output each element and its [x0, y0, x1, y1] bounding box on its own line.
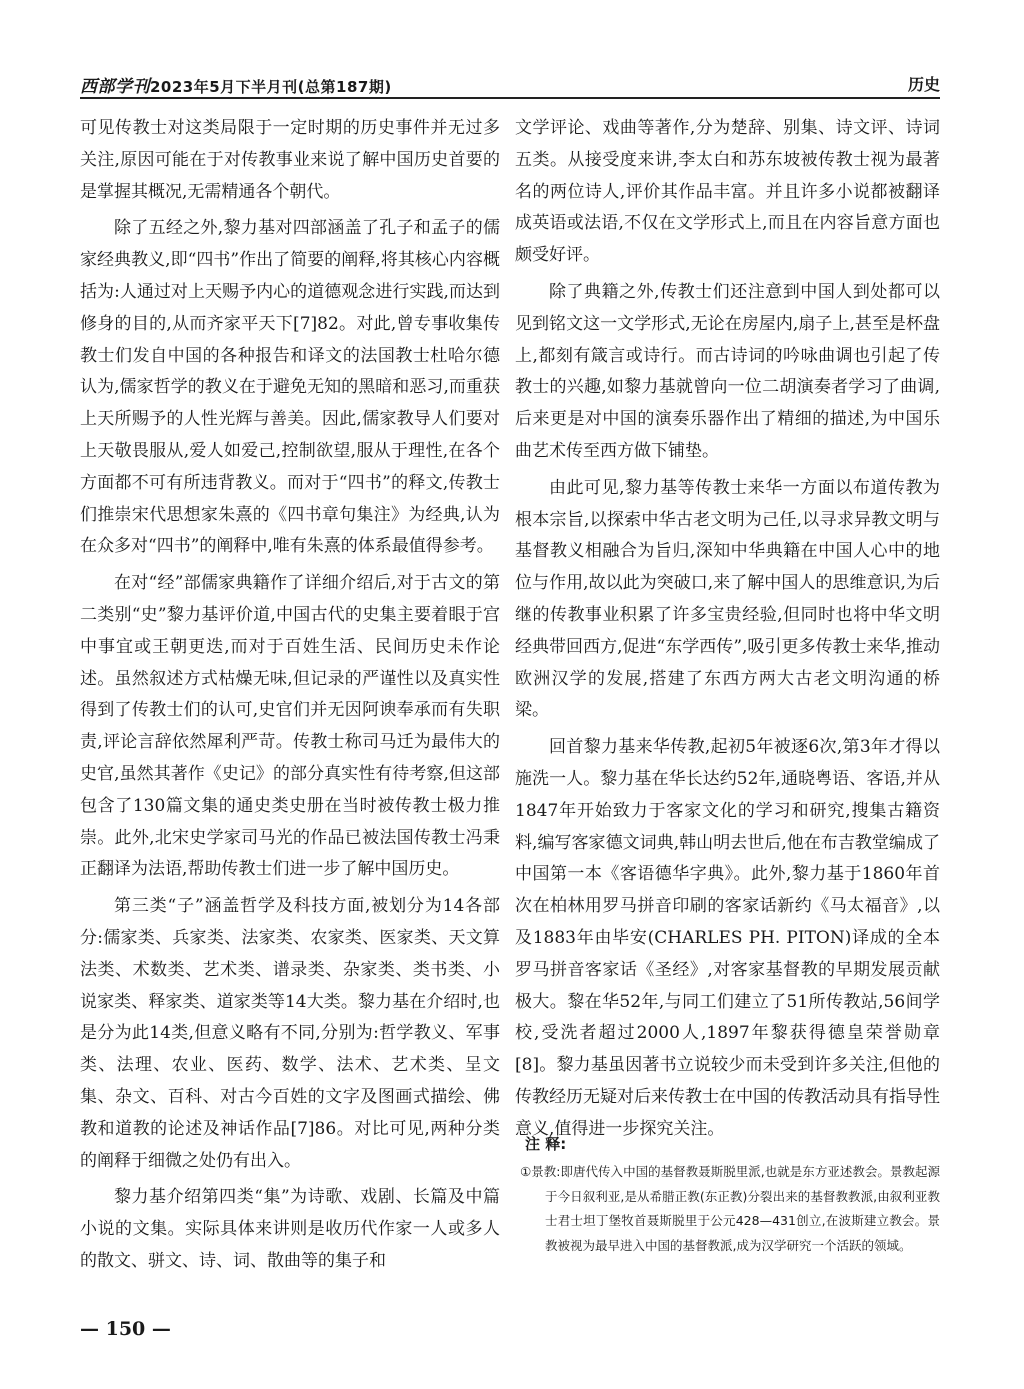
paragraph: 除了典籍之外,传教士们还注意到中国人到处都可以见到铭文这一文学形式,无论在房屋内,扇子上,甚至是杯盘上,都刻有箴言或诗行。而古诗词的吟咏曲调也引起了传教士的兴趣,如黎力基就曾向一位二胡演奏者学习了曲调,后来更是对中国的演奏乐器作出了精细的描述,为中国乐曲艺术传至西方做下铺垫。	[515, 281, 940, 461]
journal-issue: 2023年5月下半月刊(总第187期)	[150, 78, 392, 96]
page-number: — 150 —	[80, 1318, 171, 1340]
paragraph: 在对“经”部儒家典籍作了详细介绍后,对于古文的第二类别“史”黎力基评价道,中国古代的史集主要着眼于宫中事宜或王朝更迭,而对于百姓生活、民间历史未作论述。虽然叙述方式枯燥无味,但记录的严谨性以及真实性得到了传教士们的认可,史官们并无因阿谀奉承而有失职责,评论言辞依然犀利严苛。传教士称司马迁为最伟大的史官,虽然其著作《史记》的部分真实性有待考察,但这部包含了130篇文集的通史类史册在当时被传教士极力推崇。此外,北宋史学家司马光的作品已被法国传教士冯秉正翻译为法语,帮助传教士们进一步了解中国历史。	[80, 573, 500, 880]
page-header	[80, 70, 940, 100]
right-column	[515, 113, 940, 1139]
paragraph: 黎力基介绍第四类“集”为诗歌、戏剧、长篇及中篇小说的文集。实际具体来讲则是收历代作家一人或多人的散文、骈文、诗、词、散曲等的集子和	[80, 1187, 500, 1271]
journal-logo: 西部学刊	[80, 77, 150, 97]
section-label: 历史	[907, 75, 940, 94]
left-column	[80, 113, 500, 1271]
notes-title: 注 释:	[525, 1135, 567, 1153]
paragraph: 文学评论、戏曲等著作,分为楚辞、别集、诗文评、诗词五类。从接受度来讲,李太白和苏东坡被传教士视为最著名的两位诗人,评价其作品丰富。并且许多小说都被翻译成英语或法语,不仅在文学形式上,而且在内容旨意方面也颇受好评。	[515, 118, 940, 266]
note-item: ①景教:即唐代传入中国的基督教聂斯脱里派,也就是东方亚述教会。景教起源于今日叙利亚,是从希腊正教(东正教)分裂出来的基督教教派,由叙利亚教士君士坦丁堡牧首聂斯脱里于公元428—431创立,在波斯建立教会。景教被视为最早进入中国的基督教派,成为汉学研究一个活跃的领域。	[520, 1164, 940, 1253]
paragraph: 回首黎力基来华传教,起初5年被逐6次,第3年才得以施洗一人。黎力基在华长达约52年,通晓粤语、客语,并从1847年开始致力于客家文化的学习和研究,搜集古籍资料,编写客家德文词典,韩山明去世后,他在布吉教堂编成了中国第一本《客语德华字典》。此外,黎力基于1860年首次在柏林用罗马拼音印刷的客家话新约《马太福音》,以及1883年由毕安(CHARLES PH. PITON)译成的全本罗马拼音客家话《圣经》,对客家基督教的早期发展贡献极大。黎在华52年,与同工们建立了51所传教站,56间学校,受洗者超过2000人,1897年黎获得德皇荣誉勋章[8]。黎力基虽因著书立说较少而未受到许多关注,但他的传教经历无疑对后来传教士在中国的传教活动具有指导性意义,值得进一步探究关注。	[515, 737, 940, 1139]
paragraph: 由此可见,黎力基等传教士来华一方面以布道传教为根本宗旨,以探索中华古老文明为己任,以寻求异教文明与基督教义相融合为旨归,深知中华典籍在中国人心中的地位与作用,故以此为突破口,来了解中国人的思维意识,为后继的传教事业积累了许多宝贵经验,但同时也将中华文明经典带回西方,促进“东学西传”,吸引更多传教士来华,推动欧洲汉学的发展,搭建了东西方两大古老文明沟通的桥梁。	[515, 477, 940, 721]
paragraph: 可见传教士对这类局限于一定时期的历史事件并无过多关注,原因可能在于对传教事业来说了解中国历史首要的是掌握其概况,无需精通各个朝代。	[80, 118, 500, 202]
paragraph: 第三类“子”涵盖哲学及科技方面,被划分为14各部分:儒家类、兵家类、法家类、农家类、医家类、天文算法类、术数类、艺术类、谱录类、杂家类、类书类、小说家类、释家类、道家类等14大类。黎力基在介绍时,也是分为此14类,但意义略有不同,分别为:哲学教义、军事类、法理、农业、医药、数学、法术、艺术类、呈文集、杂文、百科、对古今百姓的文字及图画式描绘、佛教和道教的论述及神话作品[7]86。对比可见,两种分类的阐释于细微之处仍有出入。	[80, 896, 500, 1171]
header-rule	[80, 97, 940, 99]
journal-info	[80, 72, 392, 97]
paragraph: 除了五经之外,黎力基对四部涵盖了孔子和孟子的儒家经典教义,即“四书”作出了简要的阐释,将其核心内容概括为:人通过对上天赐予内心的道德观念进行实践,而达到修身的目的,从而齐家平天下[7]82。对此,曾专事收集传教士们发自中国的各种报告和译文的法国教士杜哈尔德认为,儒家哲学的教义在于避免无知的黑暗和恶习,而重获上天所赐予的人性光辉与善美。因此,儒家教导人们要对上天敬畏服从,爱人如爱己,控制欲望,服从于理性,在各个方面都不可有所违背教义。而对于“四书”的释文,传教士们推崇宋代思想家朱熹的《四书章句集注》为经典,认为在众多对“四书”的阐释中,唯有朱熹的体系最值得参考。	[80, 218, 500, 557]
notes	[520, 1160, 940, 1258]
